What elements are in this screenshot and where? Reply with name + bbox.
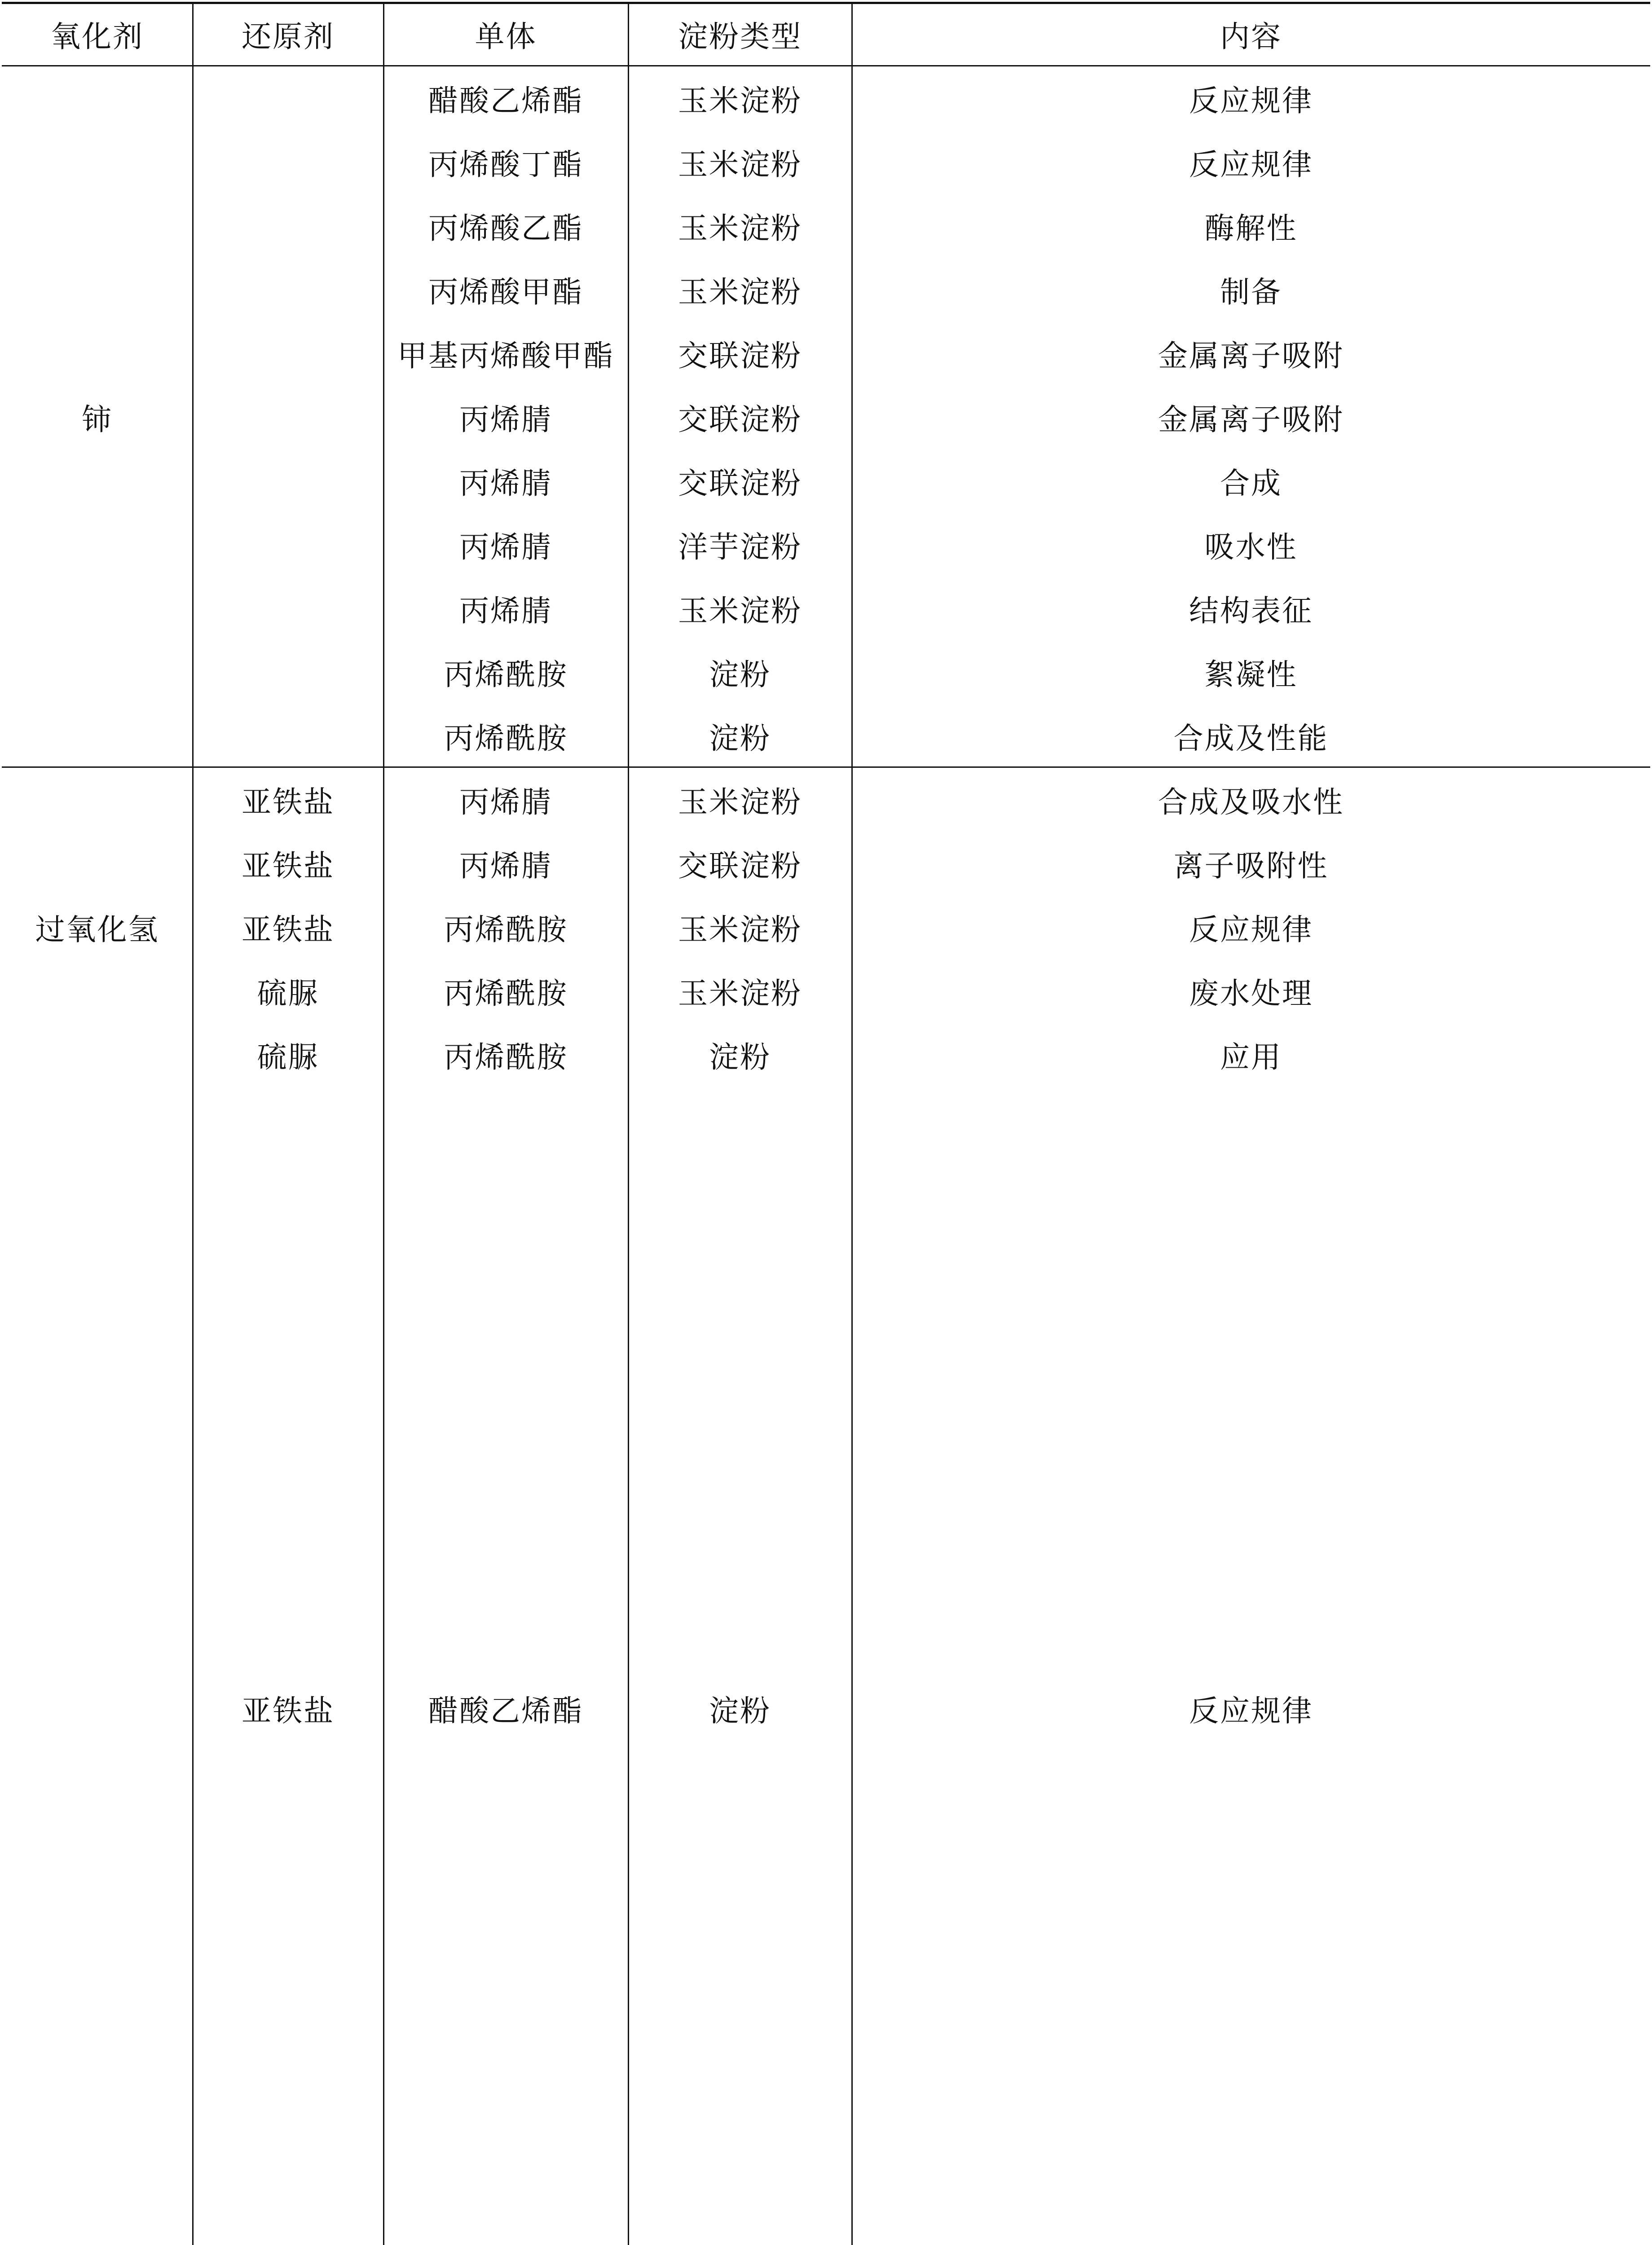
data-table [2, 2, 1650, 2245]
cell-reductant [193, 66, 383, 130]
cell-starch-type: 玉米淀粉 [678, 784, 802, 819]
cell-starch-type: 洋芋淀粉 [678, 529, 802, 564]
header-reductant: 还原剂 [242, 19, 335, 54]
cell-starch-type: 交联淀粉 [678, 466, 802, 501]
cell-starch-type: 玉米淀粉 [678, 976, 802, 1011]
cell-content: 金属离子吸附 [1158, 402, 1344, 437]
cell-starch-type: 交联淀粉 [678, 338, 802, 373]
cell-content: 反应规律 [1189, 912, 1313, 947]
cell-content: 反应规律 [1189, 83, 1313, 118]
cell-monomer: 丙烯酰胺 [444, 657, 568, 692]
cell-reductant [193, 257, 383, 321]
cell-content: 废水处理 [1189, 976, 1313, 1011]
cell-monomer: 丙烯酸乙酯 [428, 211, 583, 246]
cell-content: 制备 [1220, 274, 1282, 309]
cell-starch-type: 玉米淀粉 [678, 211, 802, 246]
cell-reductant [193, 576, 383, 640]
cell-reductant [193, 321, 383, 385]
cell-monomer: 丙烯酰胺 [444, 1039, 568, 1074]
cell-content: 反应规律 [1189, 1693, 1313, 1728]
cell-monomer: 丙烯酸丁酯 [428, 147, 583, 182]
cell-oxidant [2, 1676, 193, 1740]
cell-monomer: 甲基丙烯酸甲酯 [397, 338, 614, 373]
cell-content: 结构表征 [1189, 593, 1313, 628]
cell-monomer: 丙烯腈 [459, 593, 552, 628]
cell-reductant [193, 385, 383, 449]
cell-content: 应用 [1220, 1039, 1282, 1074]
cell-content: 合成 [1220, 466, 1282, 501]
cell-starch-type: 玉米淀粉 [678, 912, 802, 947]
cell-reductant [193, 704, 383, 767]
cell-monomer: 醋酸乙烯酯 [428, 83, 583, 118]
cell-content: 金属离子吸附 [1158, 338, 1344, 373]
cell-starch-type: 玉米淀粉 [678, 593, 802, 628]
cell-reductant [193, 130, 383, 194]
cell-starch-type: 淀粉 [709, 1039, 771, 1074]
cell-starch-type: 交联淀粉 [678, 402, 802, 437]
cell-monomer: 丙烯腈 [459, 784, 552, 819]
cell-monomer: 丙烯腈 [459, 466, 552, 501]
cell-content: 反应规律 [1189, 147, 1313, 182]
cell-reductant [193, 512, 383, 576]
cell-reductant: 亚铁盐 [242, 848, 335, 883]
cell-starch-type: 淀粉 [709, 1693, 771, 1728]
cell-reductant: 亚铁盐 [242, 1693, 335, 1728]
cell-content: 絮凝性 [1204, 657, 1298, 692]
cell-starch-type: 淀粉 [709, 657, 771, 692]
cell-monomer: 醋酸乙烯酯 [428, 1693, 583, 1728]
cell-monomer: 丙烯腈 [459, 529, 552, 564]
cell-monomer: 丙烯酰胺 [444, 912, 568, 947]
cell-starch-type: 玉米淀粉 [678, 83, 802, 118]
cell-reductant: 硫脲 [257, 976, 319, 1011]
cell-reductant: 亚铁盐 [242, 784, 335, 819]
cell-monomer: 丙烯酰胺 [444, 721, 568, 756]
cell-reductant: 硫脲 [257, 1039, 319, 1074]
header-oxidant: 氧化剂 [51, 19, 144, 54]
cell-monomer: 丙烯酸甲酯 [428, 274, 583, 309]
cell-starch-type: 玉米淀粉 [678, 274, 802, 309]
cell-content: 酶解性 [1204, 211, 1298, 246]
cell-starch-type: 交联淀粉 [678, 848, 802, 883]
cell-content: 吸水性 [1204, 529, 1298, 564]
header-monomer: 单体 [475, 19, 537, 54]
cell-reductant [193, 449, 383, 512]
cell-content: 合成及吸水性 [1158, 784, 1344, 819]
header-content: 内容 [1220, 19, 1282, 54]
cell-monomer: 丙烯腈 [459, 402, 552, 437]
cell-monomer: 丙烯酰胺 [444, 976, 568, 1011]
cell-starch-type: 淀粉 [709, 721, 771, 756]
cell-content: 离子吸附性 [1173, 848, 1329, 883]
cell-monomer: 丙烯腈 [459, 848, 552, 883]
cell-reductant [193, 194, 383, 257]
cell-content: 合成及性能 [1173, 721, 1329, 756]
cell-reductant [193, 640, 383, 704]
cell-reductant: 亚铁盐 [242, 912, 335, 947]
cell-starch-type: 玉米淀粉 [678, 147, 802, 182]
header-starch-type: 淀粉类型 [678, 19, 802, 54]
cell-oxidant: 铈 [82, 402, 113, 437]
cell-oxidant: 过氧化氢 [35, 912, 159, 947]
